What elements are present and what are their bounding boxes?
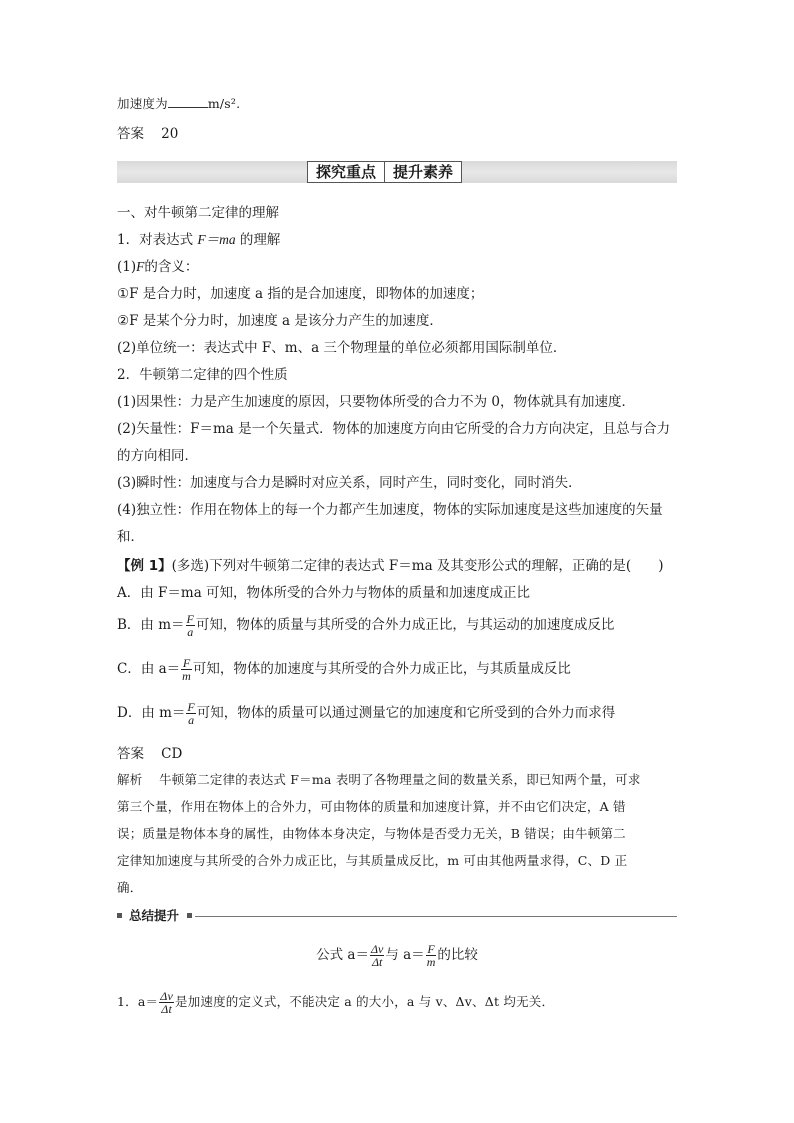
item1-pre: 1．a＝ [117,994,159,1009]
s1-title-b: 的理解 [235,232,281,248]
frac-den: m [182,669,191,683]
accel-prefix: 加速度为 [117,96,168,111]
p1-line [117,257,198,277]
q4-line-b: 和． [117,529,144,545]
square-bullet-icon [117,913,122,918]
analysis-line-3: 误；质量是物体本身的属性，由物体本身决定，与物体是否受力无关，B 错误；由牛顿第二 [117,826,626,841]
option-d [117,700,615,726]
option-a: A．由 F＝ma 可知，物体所受的合外力与物体的质量和加速度成正比 [117,585,531,601]
c1-line: ①F 是合力时，加速度 a 指的是合加速度，即物体的加速度； [117,286,484,302]
p1-num: (1) [117,259,137,275]
option-c-post: 可知，物体的加速度与其所受的合外力成正比，与其质量成反比 [192,661,571,677]
accel-line [117,94,240,114]
fraction-f-over-a [186,701,195,726]
c2-line: ②F 是某个分力时，加速度 a 是该分力产生的加速度． [117,313,443,329]
compare-title [117,940,677,970]
banner-right-title: 提升素养 [393,163,454,181]
fraction-f-over-a [186,613,195,638]
summary-label: 总结提升 [129,908,180,923]
s1-title [117,230,280,250]
example-stem-text: (多选)下列对牛顿第二定律的表达式 F＝ma 及其变形公式的理解，正确的是( ) [171,558,664,574]
frac-den: Δt [371,955,383,969]
option-b-post: 可知，物体的质量与其所受的合外力成正比，与其运动的加速度成反比 [195,617,615,633]
s1-title-a: 1．对表达式 [117,232,198,248]
p1-F: F [136,259,145,274]
section-banner [117,161,677,183]
p1-text: 的含义： [144,259,199,275]
answer-label: 答案 [117,746,144,762]
compare-mid: 与 a＝ [385,947,425,963]
banner-left-title: 探究重点 [316,163,377,181]
analysis-text-1: 牛顿第二定律的表达式 F＝ma 表明了各物理量之间的数量关系，即已知两个量，可求 [159,772,641,787]
option-c [117,656,571,682]
fill-blank [168,95,208,108]
frac-num: F [187,700,195,714]
frac-den: a [187,625,194,639]
banner-divider [384,162,385,182]
frac-den: m [426,955,436,969]
fraction-f-over-m [181,657,192,682]
option-c-pre: C．由 a＝ [117,661,181,677]
q2-line-a: (2)矢量性：F＝ma 是一个矢量式．物体的加速度方向由它所受的合力方向决定，且总与合力 [117,421,671,437]
option-d-pre: D．由 m＝ [117,705,186,721]
example-tag: 【例 1】 [117,558,172,574]
fraction-dv-over-dt [159,990,174,1015]
accel-unit: m/s². [207,96,241,111]
compare-pre: 公式 a＝ [316,947,369,963]
answer-value: CD [161,746,183,762]
summary-item-1 [117,987,554,1017]
frac-den: a [188,713,195,727]
answer-line-1 [117,124,178,144]
q4-line-a: (4)独立性：作用在物体上的每一个力都产生加速度，物体的实际加速度是这些加速度的矢量 [117,502,663,518]
q2-line-b: 的方向相同． [117,448,198,464]
frac-num: Δv [370,942,384,956]
fraction-dv-over-dt [370,943,384,968]
option-d-post: 可知，物体的质量可以通过测量它的加速度和它所受到的合外力而求得 [196,705,616,721]
answer-value: 20 [161,126,179,142]
frac-num: F [427,942,435,956]
banner-box [307,161,462,183]
analysis-line-4: 定律知加速度与其所受的合外力成正比，与其质量成反比，m 可由其他两量求得，C、D 正 [117,853,628,868]
analysis-line-1 [117,770,641,790]
frac-num: F [186,612,194,626]
example-stem [117,556,663,576]
q1-line: (1)因果性：力是产生加速度的原因，只要物体所受的合力不为 0，物体就具有加速度． [117,394,636,410]
s2-title: 2．牛顿第二定律的四个性质 [117,367,288,383]
p2-line: (2)单位统一：表达式中 F、m、a 三个物理量的单位必须都用国际制单位． [117,340,567,356]
item1-post: 是加速度的定义式，不能决定 a 的大小，a 与 v、Δv、Δt 均无关． [175,994,555,1009]
analysis-label: 解析 [117,772,143,787]
s1-formula: F＝ma [197,232,236,247]
option-b [117,612,614,638]
option-b-pre: B．由 m＝ [117,617,185,633]
answer-line-2 [117,744,182,764]
analysis-line-2: 第三个量，作用在物体上的合外力，可由物体的质量和加速度计算，并不由它们决定，A 错 [117,799,626,814]
fraction-f-over-m [426,943,437,968]
compare-post: 的比较 [437,947,478,963]
frac-num: Δv [160,989,173,1003]
summary-header [117,907,677,925]
section1-heading: 一、对牛顿第二定律的理解 [117,205,279,221]
frac-den: Δt [161,1002,172,1016]
frac-num: F [182,656,191,670]
q3-line: (3)瞬时性：加速度与合力是瞬时对应关系，同时产生，同时变化，同时消失． [117,475,582,491]
square-bullet-icon [187,913,192,918]
answer-label: 答案 [117,126,144,142]
summary-rule [195,916,677,917]
analysis-line-5: 确． [117,880,143,895]
